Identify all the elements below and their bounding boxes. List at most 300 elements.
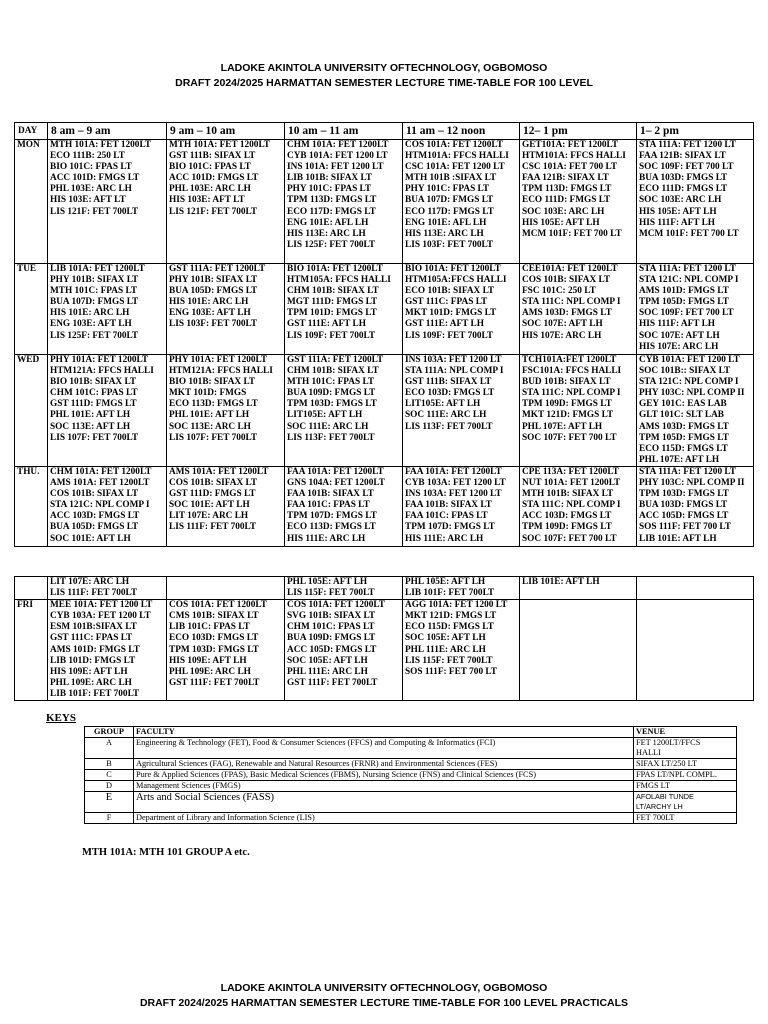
course-entry: BUA 107D: FMGS LT xyxy=(405,195,494,206)
course-entry: TPM 113D: FMGS LT xyxy=(287,195,377,206)
group-letter: B xyxy=(85,759,134,770)
course-entry: PHL 105E: AFT LH xyxy=(287,577,368,587)
course-entry: GST 111C: FPAS LT xyxy=(405,297,488,308)
course-entry: LIS 125F: FET 700LT xyxy=(50,330,139,341)
university-name: LADOKE AKINTOLA UNIVERSITY OFTECHNOLOGY, OGBOMOSO xyxy=(220,62,548,74)
course-entry: PHL 109E: ARC LH xyxy=(169,666,251,677)
course-entry: LIS 111F: FET 700LT xyxy=(169,522,257,533)
course-entry: FAA 101A: FET 1200LT xyxy=(405,466,502,477)
course-entry: BIO 101C: FPAS LT xyxy=(50,162,132,173)
course-entry: PHY 101A: FET 1200LT xyxy=(50,355,149,365)
timetable-cell xyxy=(285,577,403,600)
course-entry: TPM 109D: FMGS LT xyxy=(522,522,612,533)
course-entry: GST 111D: FMGS LT xyxy=(50,399,137,410)
course-entry: COS 101A: FET 1200LT xyxy=(169,600,267,611)
timetable-cell xyxy=(167,140,285,264)
timetable-cell xyxy=(520,355,637,467)
course-entry: STA 111A: FET 1200 LT xyxy=(639,466,736,477)
time-slot-header: 12– 1 pm xyxy=(520,123,637,140)
venue xyxy=(634,781,737,792)
timetable-cell xyxy=(285,355,403,467)
course-entry: BUA 107D: FMGS LT xyxy=(50,297,139,308)
day-row xyxy=(15,577,754,600)
course-entry: LIB 101F: FET 700LT xyxy=(50,688,140,699)
timetable-cell xyxy=(403,355,520,467)
timetable-cell xyxy=(403,577,520,600)
timetable-cell xyxy=(637,264,754,355)
keys-row xyxy=(85,813,737,824)
course-entry: CHM 101A: FET 1200LT xyxy=(287,140,389,150)
course-entry: PHL 111E: ARC LH xyxy=(405,644,486,655)
day-label: MON xyxy=(15,140,48,264)
course-entry: CYB 103A: FET 1200 LT xyxy=(50,611,151,622)
course-entry: TPM 103D: FMGS LT xyxy=(169,644,259,655)
lecture-timetable-continued xyxy=(14,576,754,701)
day-label xyxy=(15,577,48,600)
course-entry: AGG 101A: FET 1200 LT xyxy=(405,600,508,611)
course-entry: LIT 107E: ARC LH xyxy=(50,577,130,587)
course-entry: BUA 109D: FMGS LT xyxy=(287,633,376,644)
faculty-name: Management Sciences (FMGS) xyxy=(134,781,634,792)
course-entry: PHL 107E: AFT LH xyxy=(639,454,720,465)
timetable-cell xyxy=(285,140,403,264)
course-entry: SOC 103E: ARC LH xyxy=(639,195,722,206)
course-entry: TPM 107D: FMGS LT xyxy=(287,511,377,522)
group-letter: A xyxy=(85,738,134,759)
course-entry: HTM101A: FFCS HALLI xyxy=(405,151,509,162)
timetable-cell xyxy=(637,577,754,600)
course-entry: PHY 101B: SIFAX LT xyxy=(169,275,258,286)
footer-university-name: LADOKE AKINTOLA UNIVERSITY OFTECHNOLOGY, OGBOMOSO xyxy=(220,982,548,994)
keys-heading: KEYS xyxy=(46,712,76,724)
course-entry: LIB 101A: FET 1200LT xyxy=(50,264,145,274)
course-entry: HIS 105E: AFT LH xyxy=(522,217,600,228)
timetable-cell xyxy=(520,600,637,701)
course-entry: MEE 101A: FET 1200 LT xyxy=(50,600,153,611)
timetable-cell xyxy=(167,577,285,600)
course-entry: HIS 111E: ARC LH xyxy=(287,533,366,544)
venue xyxy=(634,738,737,759)
course-entry: SOC 107E: AFT LH xyxy=(639,330,720,341)
venue xyxy=(634,759,737,770)
course-entry: CHM 101B: SIFAX LT xyxy=(287,366,379,377)
course-entry: BUA 105D: FMGS LT xyxy=(50,522,139,533)
timetable-cell xyxy=(637,600,754,701)
course-entry: LIT105E: AFT LH xyxy=(287,410,363,421)
course-entry: LIS 115F: FET 700LT xyxy=(405,655,493,666)
course-entry: MCM 101F: FET 700 LT xyxy=(522,228,622,239)
group-letter: C xyxy=(85,770,134,781)
course-entry: BIO 101B: SIFAX LT xyxy=(50,377,137,388)
course-entry: STA 121C: NPL COMP I xyxy=(639,377,739,388)
course-entry: SOC 105E: AFT LH xyxy=(405,633,486,644)
course-entry: TPM 105D: FMGS LT xyxy=(639,297,729,308)
course-entry: AMS 101D: FMGS LT xyxy=(639,286,729,297)
day-row xyxy=(15,264,754,355)
course-entry: ECO 103D: FMGS LT xyxy=(405,388,495,399)
course-entry: STA 121C: NPL COMP I xyxy=(50,500,150,511)
keys-table xyxy=(84,726,737,824)
course-entry: STA 111C: NPL COMP I xyxy=(522,500,621,511)
course-entry: LIS 109F: FET 700LT xyxy=(287,330,376,341)
timetable-cell xyxy=(167,355,285,467)
day-column-header: DAY xyxy=(15,123,48,140)
timetable-cell xyxy=(403,264,520,355)
course-entry: BUA 103D: FMGS LT xyxy=(639,173,728,184)
course-entry: CHM 101B: SIFAX LT xyxy=(287,286,379,297)
day-label: TUE xyxy=(15,264,48,355)
course-entry: LIB 101D: FMGS LT xyxy=(50,655,136,666)
course-entry: SOC 109F: FET 700 LT xyxy=(639,162,734,173)
course-entry: STA 111C: NPL COMP I xyxy=(522,388,621,399)
course-entry: LIS 103F: FET 700LT xyxy=(405,239,494,250)
course-entry: CMS 101B: SIFAX LT xyxy=(169,611,259,622)
course-entry: SOC 105E: AFT LH xyxy=(287,655,368,666)
course-entry: HTM105A: FFCS HALLI xyxy=(287,275,391,286)
venue-line: FMGS LT xyxy=(636,781,671,790)
course-entry: LIS 113F: FET 700LT xyxy=(405,421,493,432)
course-entry: ECO 111D: FMGS LT xyxy=(639,184,728,195)
course-entry: CHM 101A: FET 1200LT xyxy=(50,466,152,477)
course-entry: LIS 121F: FET 700LT xyxy=(50,206,139,217)
course-entry: GLT 101C: SLT LAB xyxy=(639,410,725,421)
course-entry: FAA 101B: SIFAX LT xyxy=(287,489,374,500)
timetable-cell xyxy=(48,264,167,355)
timetable-header-row xyxy=(15,123,754,140)
course-entry: SOC 101E: AFT LH xyxy=(50,533,131,544)
course-entry: COS 101B: SIFAX LT xyxy=(169,478,258,489)
course-entry: PHL 101E: AFT LH xyxy=(50,410,131,421)
document-title xyxy=(0,61,768,91)
course-entry: LIS 121F: FET 700LT xyxy=(169,206,258,217)
course-entry: BIO 101A: FET 1200LT xyxy=(405,264,501,274)
course-entry: MKT 121D: FMGS LT xyxy=(522,410,614,421)
course-entry: GST 111E: AFT LH xyxy=(287,319,366,330)
course-entry: BUD 101B: SIFAX LT xyxy=(522,377,611,388)
course-entry: AMS 101D: FMGS LT xyxy=(50,644,140,655)
time-slot-header: 9 am – 10 am xyxy=(167,123,285,140)
group-letter: D xyxy=(85,781,134,792)
course-entry: SVG 101B: SIFAX LT xyxy=(287,611,376,622)
keys-row xyxy=(85,792,737,813)
course-entry: ECO 103D: FMGS LT xyxy=(169,633,259,644)
time-slot-header: 8 am – 9 am xyxy=(48,123,167,140)
course-entry: GST 111F: FET 700LT xyxy=(169,677,260,688)
course-entry: ACC 105D: FMGS LT xyxy=(287,644,377,655)
course-entry: AMS 101A: FET 1200LT xyxy=(50,478,150,489)
footer-timetable-title: DRAFT 2024/2025 HARMATTAN SEMESTER LECTURE TIME-TABLE FOR 100 LEVEL PRACTICALS xyxy=(139,997,629,1009)
day-row xyxy=(15,600,754,701)
day-row xyxy=(15,355,754,467)
keys-row xyxy=(85,738,737,759)
course-entry: TPM 103D: FMGS LT xyxy=(287,399,377,410)
course-entry: CEE101A: FET 1200LT xyxy=(522,264,618,274)
course-entry: ECO 111D: FMGS LT xyxy=(522,195,611,206)
timetable-cell xyxy=(637,466,754,546)
venue-line: FPAS LT/NPL COMPL. xyxy=(636,770,717,779)
course-entry: GST 111A: FET 1200LT xyxy=(287,355,384,365)
timetable-cell xyxy=(520,140,637,264)
course-entry: GST 111B: SIFAX LT xyxy=(169,151,256,162)
course-entry: BIO 101C: FPAS LT xyxy=(169,162,251,173)
course-entry: PHY 103C: NPL COMP II xyxy=(639,388,745,399)
course-entry: FAA 101B: SIFAX LT xyxy=(405,500,492,511)
course-entry: HIS 101E: ARC LH xyxy=(169,297,249,308)
course-entry: SOC 113E: AFT LH xyxy=(50,421,131,432)
course-entry: ECO 117D: FMGS LT xyxy=(287,206,376,217)
course-entry: INS 103A: FET 1200 LT xyxy=(405,489,502,500)
course-entry: ECO 115D: FMGS LT xyxy=(405,622,494,633)
course-entry: MTH 101C: FPAS LT xyxy=(287,377,375,388)
day-label: THU. xyxy=(15,466,48,546)
venue xyxy=(634,792,737,813)
timetable-cell xyxy=(403,140,520,264)
venue xyxy=(634,770,737,781)
course-entry: COS 101A: FET 1200LT xyxy=(405,140,503,150)
course-entry: LIS 111F: FET 700LT xyxy=(50,588,138,599)
course-entry: NUT 101A: FET 1200LT xyxy=(522,478,621,489)
course-entry: TPM 109D: FMGS LT xyxy=(522,399,612,410)
keys-header-cell: VENUE xyxy=(634,727,737,738)
group-letter: E xyxy=(85,792,134,813)
course-entry: HIS 111E: ARC LH xyxy=(405,533,484,544)
course-entry: HIS 111F: AFT LH xyxy=(639,319,716,330)
timetable-cell xyxy=(637,355,754,467)
course-entry: ECO 117D: FMGS LT xyxy=(405,206,494,217)
course-entry: LIT105E: AFT LH xyxy=(405,399,481,410)
course-entry: GEY 101C: EAS LAB xyxy=(639,399,727,410)
course-entry: HIS 109E: AFT LH xyxy=(169,655,247,666)
timetable-cell xyxy=(285,466,403,546)
course-entry: BIO 101B: SIFAX LT xyxy=(169,377,256,388)
course-entry: HTM101A: FFCS HALLI xyxy=(522,151,626,162)
venue-line: LT/ARCHY LH xyxy=(636,802,683,811)
course-entry: ECO 113D: FMGS LT xyxy=(169,399,258,410)
course-entry: MCM 101F: FET 700 LT xyxy=(639,228,739,239)
course-entry: HTM121A: FFCS HALLI xyxy=(169,366,273,377)
course-entry: LIS 107F: FET 700LT xyxy=(50,432,139,443)
course-entry: LIB 101C: FPAS LT xyxy=(169,622,250,633)
course-entry: LIB 101F: FET 700LT xyxy=(405,588,495,599)
course-entry: ACC 103D: FMGS LT xyxy=(50,511,140,522)
faculty-name: Department of Library and Information Science (LIS) xyxy=(134,813,634,824)
course-entry: LIT 107E: ARC LH xyxy=(169,511,249,522)
course-entry: ENG 103E: AFT LH xyxy=(169,308,251,319)
course-entry: CPE 113A: FET 1200LT xyxy=(522,466,619,477)
keys-row xyxy=(85,781,737,792)
course-entry: PHY 103C: NPL COMP II xyxy=(639,478,745,489)
course-entry: TPM 103D: FMGS LT xyxy=(639,489,729,500)
course-entry: TPM 101D: FMGS LT xyxy=(287,308,377,319)
faculty-name: Pure & Applied Sciences (FPAS), Basic Medical Sciences (FBMS), Nursing Science (FNS) and Clinical Sciences (FCS) xyxy=(134,770,634,781)
timetable-cell xyxy=(48,355,167,467)
keys-header-cell: FACULTY xyxy=(134,727,634,738)
course-entry: ACC 101D: FMGS LT xyxy=(50,173,140,184)
course-entry: PHL 111E: ARC LH xyxy=(287,666,368,677)
course-entry: AMS 103D: FMGS LT xyxy=(639,421,729,432)
course-entry: CYB 103A: FET 1200 LT xyxy=(405,478,506,489)
keys-row xyxy=(85,770,737,781)
course-entry: HIS 109E: AFT LH xyxy=(50,666,128,677)
course-entry: PHL 107E: AFT LH xyxy=(522,421,603,432)
course-entry: COS 101B: SIFAX LT xyxy=(522,275,611,286)
course-entry: CHM 101C: FPAS LT xyxy=(50,388,138,399)
day-label: FRI xyxy=(15,600,48,701)
timetable-cell xyxy=(403,600,520,701)
venue xyxy=(634,813,737,824)
course-entry: MTH 101A: FET 1200LT xyxy=(50,140,151,150)
course-entry: TPM 107D: FMGS LT xyxy=(405,522,495,533)
course-entry: SOC 101E: AFT LH xyxy=(169,500,250,511)
venue-line: FET 1200LT/FFCS xyxy=(636,738,701,747)
venue-line: HALLI xyxy=(636,748,661,757)
course-entry: MTH 101C: FPAS LT xyxy=(50,286,138,297)
timetable-cell xyxy=(285,264,403,355)
timetable-cell xyxy=(285,600,403,701)
course-entry: SOC 109F: FET 700 LT xyxy=(639,308,734,319)
course-entry: GST 111C: FPAS LT xyxy=(50,633,133,644)
course-entry: FAA 121B: SIFAX LT xyxy=(522,173,609,184)
course-entry: GST 111F: FET 700LT xyxy=(287,677,378,688)
keys-header-cell: GROUP xyxy=(85,727,134,738)
course-entry: STA 121C: NPL COMP I xyxy=(639,275,739,286)
venue-line: FET 700LT xyxy=(636,813,675,822)
faculty-name: Engineering & Technology (FET), Food & Consumer Sciences (FFCS) and Computing & Informatics (FCI) xyxy=(134,738,634,759)
course-entry: BIO 101A: FET 1200LT xyxy=(287,264,383,274)
course-entry: ECO 115D: FMGS LT xyxy=(639,443,728,454)
faculty-name: Arts and Social Sciences (FASS) xyxy=(134,792,634,813)
course-entry: HTM105A:FFCS HALLI xyxy=(405,275,507,286)
course-entry: SOC 111E: ARC LH xyxy=(405,410,487,421)
course-entry: BUA 109D: FMGS LT xyxy=(287,388,376,399)
course-entry: FAA 121B: SIFAX LT xyxy=(639,151,726,162)
course-entry: INS 101A: FET 1200 LT xyxy=(287,162,384,173)
course-entry: SOC 107F: FET 700 LT xyxy=(522,533,617,544)
course-entry: COS 101A: FET 1200LT xyxy=(287,600,385,611)
lecture-timetable xyxy=(14,122,754,547)
course-entry: AMS 103D: FMGS LT xyxy=(522,308,612,319)
course-entry: ESM 101B:SIFAX LT xyxy=(50,622,137,633)
course-entry: MTH 101A: FET 1200LT xyxy=(169,140,270,150)
venue-line: AFOLABI TUNDE xyxy=(636,792,694,801)
course-entry: MTH 101B: SIFAX LT xyxy=(522,489,614,500)
timetable-cell xyxy=(48,466,167,546)
course-entry: SOC 101B:: SIFAX LT xyxy=(639,366,731,377)
course-entry: FAA 101C: FPAS LT xyxy=(287,500,370,511)
course-entry: LIB 101B: SIFAX LT xyxy=(287,173,372,184)
course-entry: BUA 103D: FMGS LT xyxy=(639,500,728,511)
keys-row xyxy=(85,759,737,770)
day-row xyxy=(15,140,754,264)
course-entry: CYB 101A: FET 1200 LT xyxy=(287,151,388,162)
course-entry: MKT 101D: FMGS LT xyxy=(405,308,497,319)
course-entry: GNS 104A: FET 1200LT xyxy=(287,478,385,489)
course-entry: GST 111B: SIFAX LT xyxy=(405,377,492,388)
venue-line: SIFAX LT/250 LT xyxy=(636,759,698,768)
course-entry: LIS 125F: FET 700LT xyxy=(287,239,376,250)
timetable-cell xyxy=(403,466,520,546)
course-entry: ACC 101D: FMGS LT xyxy=(169,173,259,184)
group-letter: F xyxy=(85,813,134,824)
course-entry: ACC 105D: FMGS LT xyxy=(639,511,729,522)
timetable-cell xyxy=(167,600,285,701)
course-entry: PHL 101E: AFT LH xyxy=(169,410,250,421)
course-entry: STA 111A: FET 1200 LT xyxy=(639,264,736,274)
course-entry: ENG 101E: AFL LH xyxy=(287,217,369,228)
course-entry: ECO 111B: 250 LT xyxy=(50,151,125,162)
time-slot-header: 11 am – 12 noon xyxy=(403,123,520,140)
course-entry: STA 111C: NPL COMP I xyxy=(522,297,621,308)
timetable-cell xyxy=(637,140,754,264)
day-row xyxy=(15,466,754,546)
course-entry: HIS 107E: ARC LH xyxy=(639,341,719,352)
course-entry: HIS 111F: AFT LH xyxy=(639,217,716,228)
course-entry: HIS 113E: ARC LH xyxy=(405,228,484,239)
course-entry: SOC 111E: ARC LH xyxy=(287,421,369,432)
course-entry: LIB 101E: AFT LH xyxy=(522,577,600,587)
course-entry: BUA 105D: FMGS LT xyxy=(169,286,258,297)
course-entry: TPM 113D: FMGS LT xyxy=(522,184,612,195)
course-entry: PHL 109E: ARC LH xyxy=(50,677,132,688)
course-entry: AMS 101A: FET 1200LT xyxy=(169,466,269,477)
timetable-cell xyxy=(48,140,167,264)
faculty-name: Agricultural Sciences (FAG), Renewable and Natural Resources (FRNR) and Environmental Sciences (FES) xyxy=(134,759,634,770)
course-entry: GET101A: FET 1200LT xyxy=(522,140,619,150)
course-entry: SOS 111F: FET 700 LT xyxy=(639,522,731,533)
course-entry: TCH101A:FET 1200LT xyxy=(522,355,617,365)
course-entry: INS 103A: FET 1200 LT xyxy=(405,355,502,365)
timetable-cell xyxy=(520,577,637,600)
course-entry: PHY 101B: SIFAX LT xyxy=(50,275,139,286)
timetable-cell xyxy=(48,600,167,701)
course-entry: SOC 113E: ARC LH xyxy=(169,421,251,432)
course-entry: ENG 103E: AFT LH xyxy=(50,319,132,330)
course-entry: MTH 101B :SIFAX LT xyxy=(405,173,497,184)
group-note: MTH 101A: MTH 101 GROUP A etc. xyxy=(82,847,250,858)
day-label: WED xyxy=(15,355,48,467)
practicals-title xyxy=(0,981,768,1011)
course-entry: MKT 101D: FMGS xyxy=(169,388,247,399)
course-entry: PHL 103E: ARC LH xyxy=(169,184,251,195)
course-entry: MGT 111D: FMGS LT xyxy=(287,297,378,308)
course-entry: TPM 105D: FMGS LT xyxy=(639,432,729,443)
course-entry: HIS 105E: AFT LH xyxy=(639,206,717,217)
course-entry: STA 111A: FET 1200 LT xyxy=(639,140,736,150)
course-entry: LIS 109F: FET 700LT xyxy=(405,330,494,341)
course-entry: SOC 107E: AFT LH xyxy=(522,319,603,330)
course-entry: LIS 115F: FET 700LT xyxy=(287,588,375,599)
course-entry: STA 111A: NPL COMP I xyxy=(405,366,504,377)
course-entry: PHL 105E: AFT LH xyxy=(405,577,486,587)
course-entry: FAA 101C: FPAS LT xyxy=(405,511,488,522)
course-entry: ECO 101B: SIFAX LT xyxy=(405,286,495,297)
timetable-cell xyxy=(167,264,285,355)
timetable-cell xyxy=(48,577,167,600)
course-entry: PHL 103E: ARC LH xyxy=(50,184,132,195)
timetable-cell xyxy=(520,264,637,355)
course-entry: LIB 101E: AFT LH xyxy=(639,533,717,544)
course-entry: HIS 103E: AFT LT xyxy=(50,195,126,206)
course-entry: FAA 101A: FET 1200LT xyxy=(287,466,384,477)
course-entry: MKT 121D: FMGS LT xyxy=(405,611,497,622)
course-entry: ECO 113D: FMGS LT xyxy=(287,522,376,533)
course-entry: COS 101B: SIFAX LT xyxy=(50,489,139,500)
course-entry: CHM 101C: FPAS LT xyxy=(287,622,375,633)
time-slot-header: 10 am – 11 am xyxy=(285,123,403,140)
course-entry: SOS 111F: FET 700 LT xyxy=(405,666,497,677)
course-entry: LIS 103F: FET 700LT xyxy=(169,319,258,330)
course-entry: HTM121A: FFCS HALLI xyxy=(50,366,154,377)
